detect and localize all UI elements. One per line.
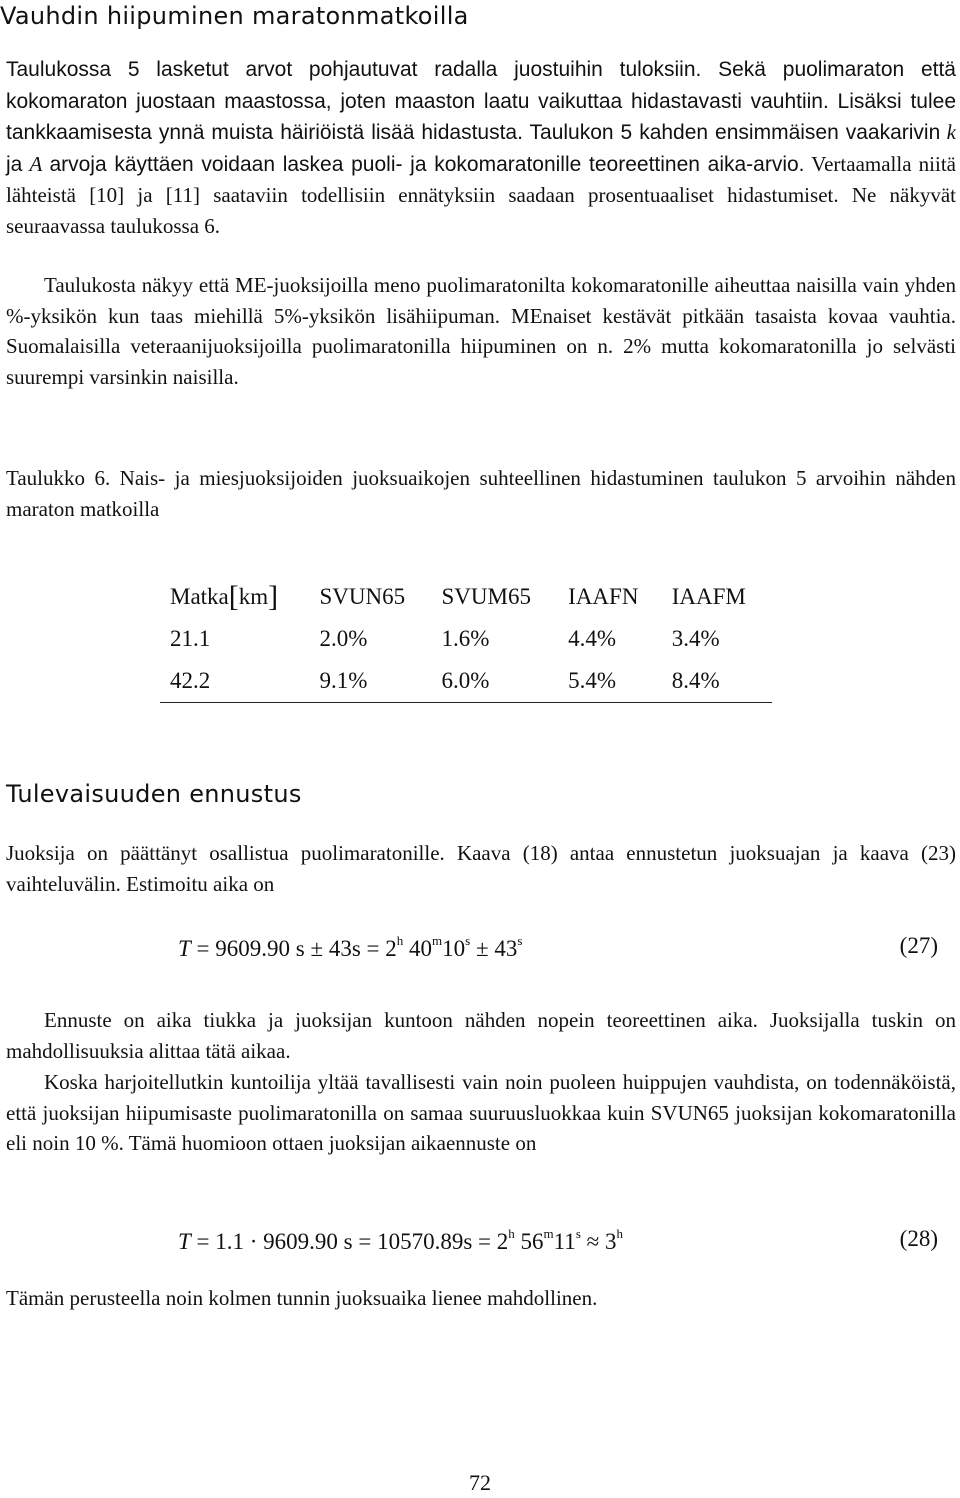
table-cell: 9.1% [311,660,433,703]
paragraph-intro [6,54,956,241]
equation-27-number: (27) [899,933,938,958]
header-svun65: SVUN65 [319,584,406,609]
paragraph-fade-estimate: Koska harjoitellutkin kuntoilija yltää tavallisesti vain noin puoleen huippujen vauhdista, on todennäköistä, että juoksijan hiipumisaste puolimaratonilla on samaa suuruusluokkaa kuin SVUN65 juoksijan kokomaratonilla eli noin 10 %. Tämä huomioon ottaen juoksijan aikaennuste on [6,1070,956,1155]
section-heading-future-prediction: Tulevaisuuden ennustus [6,780,302,808]
page-number: 72 [469,1470,491,1495]
table-cell: 2.0% [319,626,368,651]
table-header-row [160,576,772,618]
equation-28 [0,1226,960,1266]
equation-28-expression: T = 1.1 · 9609.90 $s = 10570.89s = 2^h$ $56^m11^s \approx 3^h$ [178,1226,623,1254]
variable-a: A [29,151,43,176]
table-6 [160,576,772,703]
table-cell: 1.6% [441,626,490,651]
table-cell: 21.1 [170,626,211,651]
header-matka: Matka[km] [170,580,279,613]
table-cell: 3.4% [671,626,720,651]
table-cell: 4.4% [568,626,617,651]
table-cell: 6.0% [434,660,561,703]
variable-k: k [946,120,956,144]
word-ja: ja [6,152,23,176]
paragraph-intro-part3: Vertaamalla niitä lähteistä [10] ja [11] saataviin todellisiin ennätyksiin saadaan prosentuaaliset hidastumiset. Ne näkyvät seuraavassa taulukossa 6. [6,151,956,238]
paragraph-conclusion: Tämän perusteella noin kolmen tunnin juoksuaika lienee mahdollinen. [6,1286,598,1310]
table-cell: 42.2 [160,660,311,703]
paragraph-intro-part2: arvoja käyttäen voidaan laskea puoli- ja kokomaratonille teoreettinen aika-arvio. [49,152,805,176]
equation-28-number: (28) [899,1226,938,1251]
header-iaafm: IAAFM [671,584,746,609]
table-row [160,660,772,703]
paragraph-prediction-intro: Juoksija on päättänyt osallistua puolimaratonille. Kaava (18) antaa ennustetun juoksuajan ja kaava (23) vaihteluvälin. Estimoitu aika on [6,841,956,896]
header-iaafn: IAAFN [568,584,639,609]
table-cell: 5.4% [560,660,664,703]
header-unit: km [238,584,269,609]
bracket-left: [ [228,580,239,613]
table6-caption: Taulukko 6. Nais- ja miesjuoksijoiden juoksuaikojen suhteellinen hidastuminen taulukon 5 arvoihin nähden maraton matkoilla [6,466,956,521]
paragraph-forecast-tight: Ennuste on aika tiukka ja juoksijan kuntoon nähden nopein teoreettinen aika. Juoksijalla tuskin on mahdollisuuksia alittaa tätä aikaa. [6,1008,956,1063]
header-svum65: SVUM65 [441,584,531,609]
bracket-right: ] [268,580,279,613]
table-row [160,618,772,660]
equation-27-expression: T = 9609.90 $s \pm 43s = 2^h$ $40^m10^s \pm 43^s$ [178,933,523,961]
section-heading-speed-decline: Vauhdin hiipuminen maratonmatkoilla [0,2,469,30]
paragraph-intro-part1: Taulukossa 5 lasketut arvot pohjautuvat radalla juostuihin tuloksiin. Sekä puolimaraton että kokomaraton juostaan maastossa, joten maaston laatu vaikuttaa hidastavasti vauhtiin. Lisäksi tulee tankkaamisesta ynnä muista häiriöistä lisää hidastusta. Taulukon 5 kahden ensimmäisen vaakarivin [6,58,956,144]
paragraph-table-analysis: Taulukosta näkyy että ME-juoksijoilla meno puolimaratonilta kokomaratonille aiheuttaa naisilla vain yhden %-yksikön kun taas miehillä 5%-yksikön lisähiipuman. MEnaiset kestävät pitkään tasaista kovaa vauhtia. Suomalaisilla veteraanijuoksijoilla puolimaratonilla hiipuminen on n. 2% mutta kokomaratonilla jo selvästi suurempi varsinkin naisilla. [6,273,956,389]
table-cell: 8.4% [664,660,772,703]
equation-27 [0,933,960,973]
